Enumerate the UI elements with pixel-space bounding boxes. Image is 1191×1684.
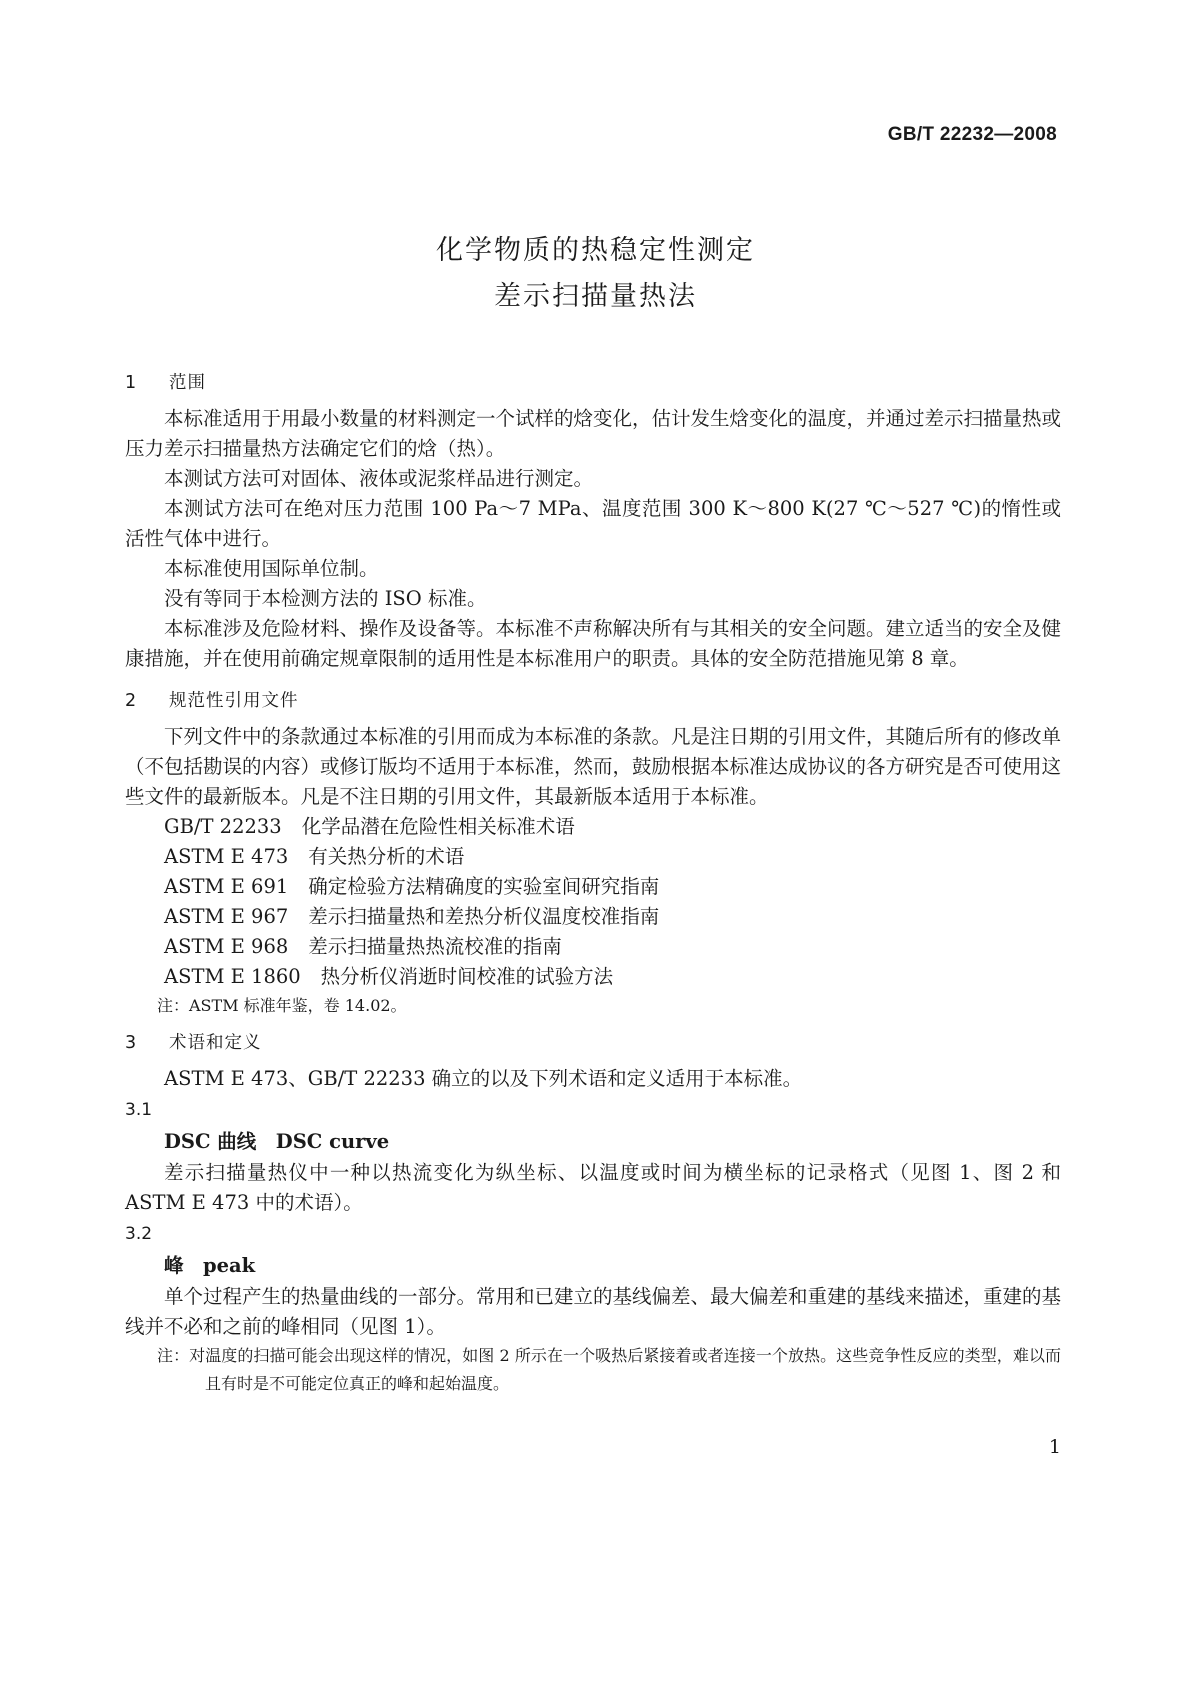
section-heading bbox=[125, 368, 1061, 398]
paragraph: 本标准适用于用最小数量的材料测定一个试样的焓变化，估计发生焓变化的温度，并通过差示扫描量热或压力差示扫描量热方法确定它们的焓（热）。 bbox=[125, 407, 1062, 460]
term-definition: 差示扫描量热仪中一种以热流变化为纵坐标、以温度或时间为横坐标的记录格式（见图 1、图 2 和 ASTM E 473 中的术语）。 bbox=[125, 1161, 1061, 1214]
reference-title: 差示扫描量热和差热分析仪温度校准指南 bbox=[308, 905, 660, 928]
reference-item bbox=[125, 842, 1061, 872]
reference-code: ASTM E 967 bbox=[164, 905, 289, 928]
reference-code: ASTM E 968 bbox=[164, 935, 289, 958]
term-name: DSC 曲线 DSC curve bbox=[164, 1130, 390, 1153]
reference-code: GB/T 22233 bbox=[164, 815, 282, 838]
section-number: 3 bbox=[125, 1033, 138, 1053]
paragraph: 本测试方法可对固体、液体或泥浆样品进行测定。 bbox=[164, 467, 594, 490]
reference-code: ASTM E 691 bbox=[164, 875, 289, 898]
note: 注：对温度的扫描可能会出现这样的情况，如图 2 所示在一个吸热后紧接着或者连接一个放热。这些竞争性反应的类型，难以而且有时是不可能定位真正的峰和起始温度。 bbox=[157, 1346, 1061, 1393]
reference-code: ASTM E 473 bbox=[164, 845, 289, 868]
note: 注：ASTM 标准年鉴，卷 14.02。 bbox=[157, 996, 407, 1015]
paragraph: 没有等同于本检测方法的 ISO 标准。 bbox=[164, 587, 487, 610]
reference-title: 化学品潜在危险性相关标准术语 bbox=[301, 815, 575, 838]
paragraph: ASTM E 473、GB/T 22233 确立的以及下列术语和定义适用于本标准。 bbox=[164, 1067, 803, 1090]
reference-item bbox=[125, 872, 1061, 902]
term-number: 3.1 bbox=[125, 1100, 153, 1120]
document-title bbox=[0, 228, 1191, 320]
reference-item bbox=[125, 902, 1061, 932]
document-body bbox=[125, 368, 1061, 1398]
paragraph: 下列文件中的条款通过本标准的引用而成为本标准的条款。凡是注日期的引用文件，其随后所有的修改单（不包括勘误的内容）或修订版均不适用于本标准，然而，鼓励根据本标准达成协议的各方研究是否可使用这些文件的最新版本。凡是不注日期的引用文件，其最新版本适用于本标准。 bbox=[125, 725, 1062, 808]
reference-code: ASTM E 1860 bbox=[164, 965, 301, 988]
reference-item bbox=[125, 812, 1061, 842]
section-number: 1 bbox=[125, 373, 138, 393]
term-number: 3.2 bbox=[125, 1224, 153, 1244]
title-line-2: 差示扫描量热法 bbox=[494, 281, 697, 312]
paragraph: 本测试方法可在绝对压力范围 100 Pa～7 MPa、温度范围 300 K～800 K(27 ℃～527 ℃)的惰性或活性气体中进行。 bbox=[125, 497, 1061, 550]
paragraph: 本标准涉及危险材料、操作及设备等。本标准不声称解决所有与其相关的安全问题。建立适当的安全及健康措施，并在使用前确定规章限制的适用性是本标准用户的职责。具体的安全防范措施见第 8 章。 bbox=[125, 617, 1062, 670]
page-number: 1 bbox=[1048, 1436, 1061, 1458]
paragraph: 本标准使用国际单位制。 bbox=[164, 557, 379, 580]
reference-title: 有关热分析的术语 bbox=[308, 845, 465, 868]
standard-code: GB/T 22232—2008 bbox=[887, 124, 1057, 145]
reference-item bbox=[125, 932, 1061, 962]
reference-title: 差示扫描量热热流校准的指南 bbox=[308, 935, 562, 958]
reference-item bbox=[125, 962, 1061, 992]
reference-title: 确定检验方法精确度的实验室间研究指南 bbox=[308, 875, 660, 898]
section-title: 术语和定义 bbox=[169, 1033, 262, 1053]
section-heading bbox=[125, 686, 1061, 716]
term-name: 峰 peak bbox=[164, 1254, 256, 1277]
title-line-1: 化学物质的热稳定性测定 bbox=[436, 235, 755, 266]
section-title: 规范性引用文件 bbox=[169, 691, 299, 711]
section-heading bbox=[125, 1028, 1061, 1058]
reference-title: 热分析仪消逝时间校准的试验方法 bbox=[320, 965, 614, 988]
section-title: 范围 bbox=[169, 373, 206, 393]
term-definition: 单个过程产生的热量曲线的一部分。常用和已建立的基线偏差、最大偏差和重建的基线来描述，重建的基线并不必和之前的峰相同（见图 1）。 bbox=[125, 1285, 1062, 1338]
section-number: 2 bbox=[125, 691, 138, 711]
